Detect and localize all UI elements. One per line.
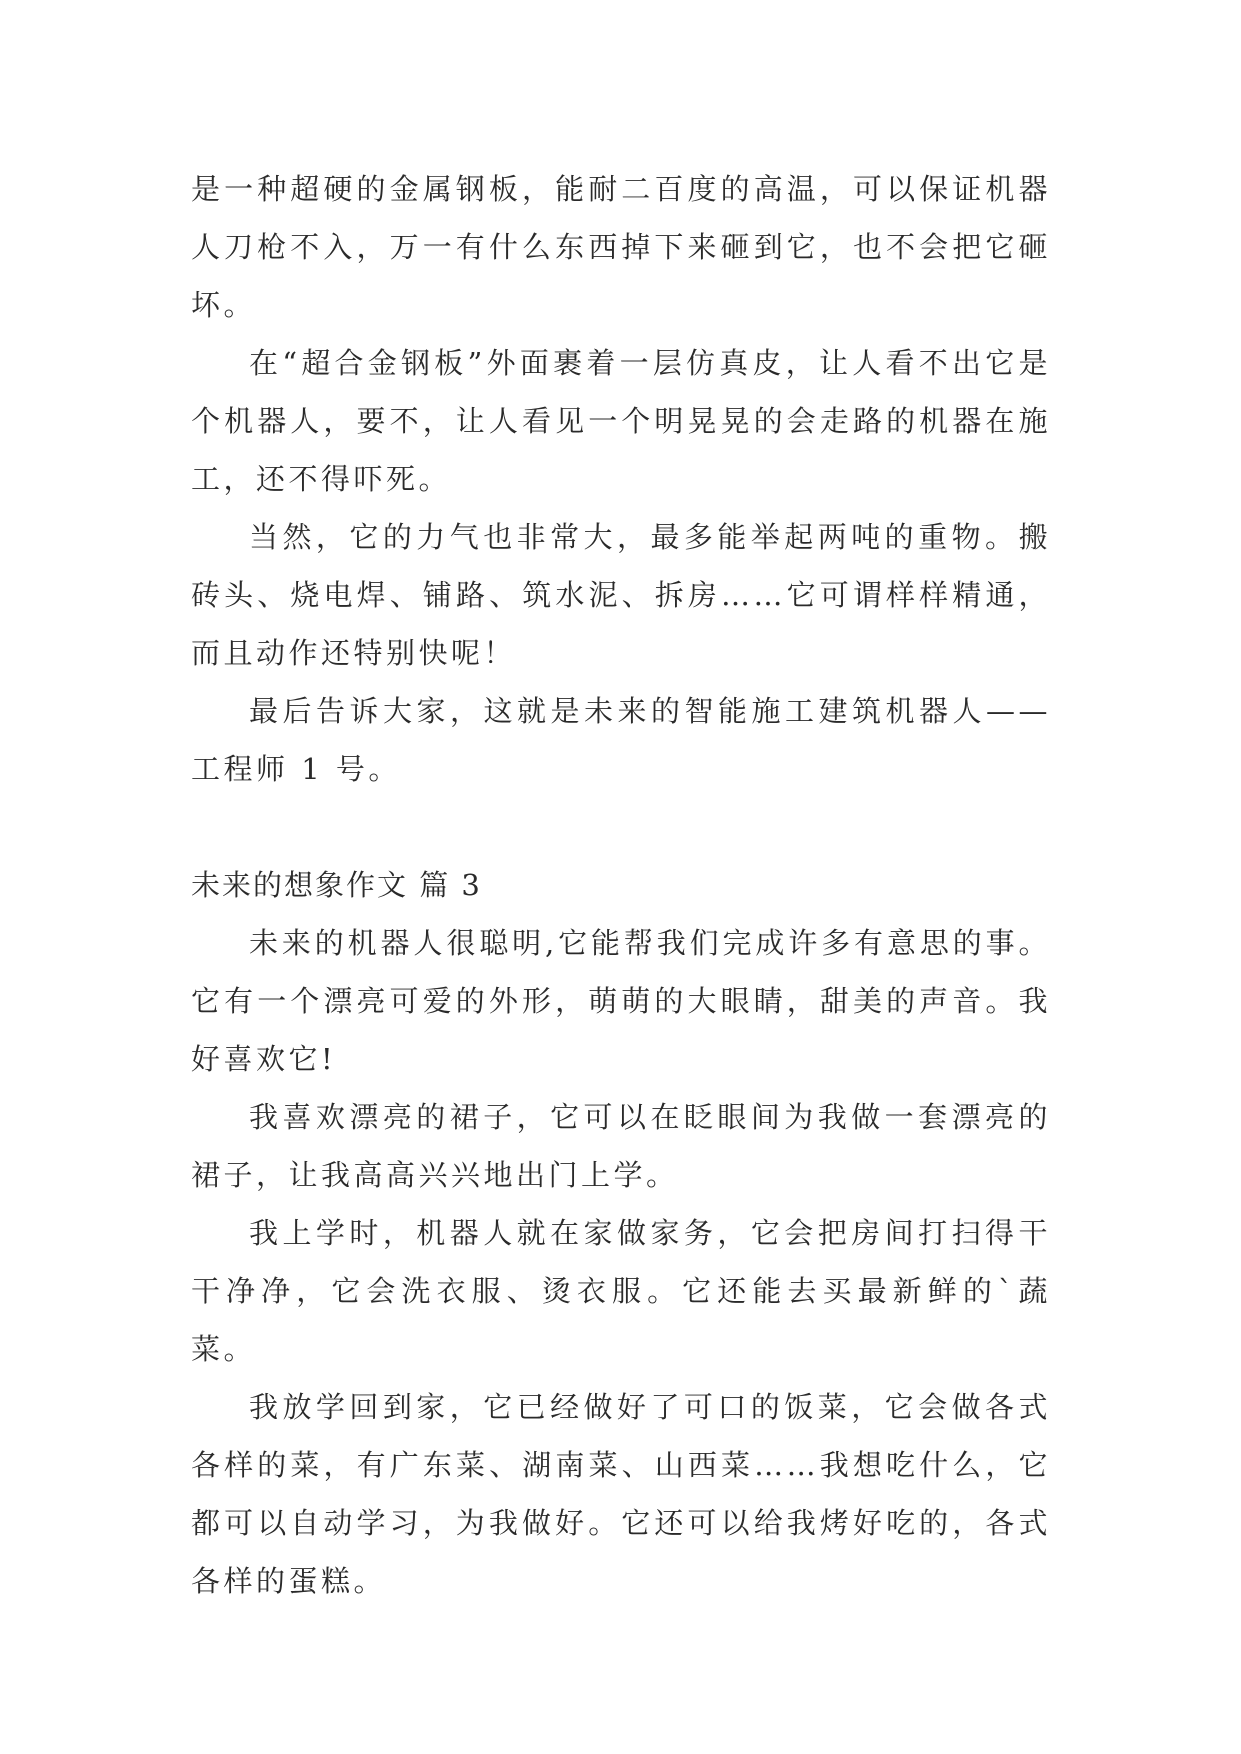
paragraph: 我喜欢漂亮的裙子，它可以在眨眼间为我做一套漂亮的裙子，让我高高兴兴地出门上学。	[191, 1100, 1051, 1192]
paragraph: 未来的机器人很聪明,它能帮我们完成许多有意思的事。它有一个漂亮可爱的外形，萌萌的大眼睛，甜美的声音。我好喜欢它!	[191, 926, 1051, 1076]
document-body	[191, 160, 1051, 1610]
section-heading: 未来的想象作文 篇 3	[191, 868, 482, 902]
paragraph: 当然，它的力气也非常大，最多能举起两吨的重物。搬砖头、烧电焊、铺路、筑水泥、拆房……它可谓样样精通，而且动作还特别快呢！	[191, 520, 1051, 670]
paragraph: 在“超合金钢板”外面裹着一层仿真皮，让人看不出它是个机器人，要不，让人看见一个明晃晃的会走路的机器在施工，还不得吓死。	[191, 346, 1051, 496]
paragraph: 我放学回到家，它已经做好了可口的饭菜，它会做各式各样的菜，有广东菜、湖南菜、山西菜……我想吃什么，它都可以自动学习，为我做好。它还可以给我烤好吃的，各式各样的蛋糕。	[191, 1390, 1051, 1598]
paragraph: 最后告诉大家，这就是未来的智能施工建筑机器人——工程师 1 号。	[191, 694, 1051, 786]
paragraph: 是一种超硬的金属钢板，能耐二百度的高温，可以保证机器人刀枪不入，万一有什么东西掉下来砸到它，也不会把它砸坏。	[191, 172, 1051, 322]
paragraph: 我上学时，机器人就在家做家务，它会把房间打扫得干干净净，它会洗衣服、烫衣服。它还能去买最新鲜的`蔬菜。	[191, 1216, 1051, 1366]
